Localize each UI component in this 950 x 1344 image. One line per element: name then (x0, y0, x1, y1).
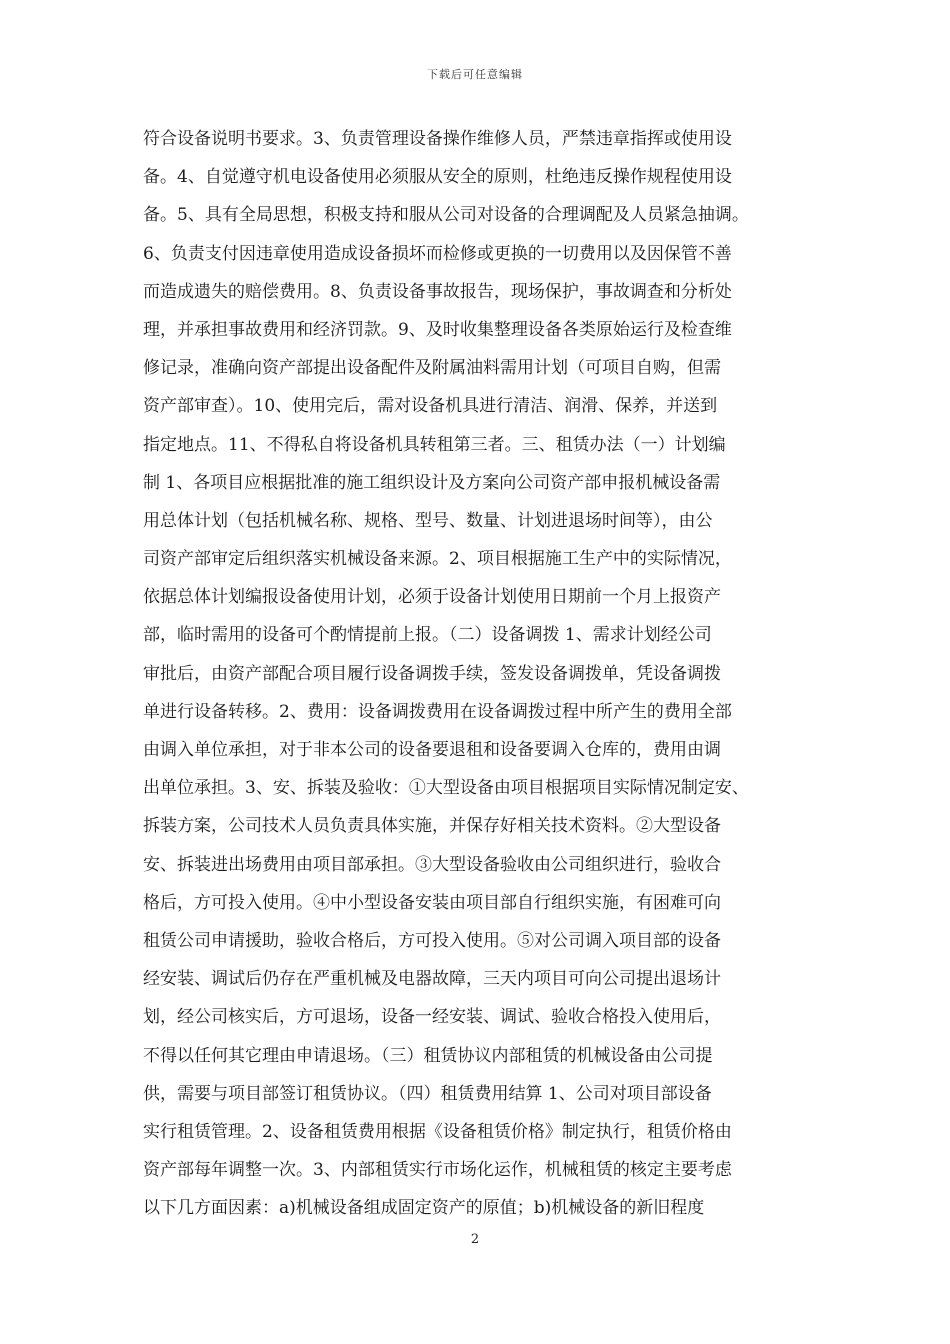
body-line: 制 1、各项目应根据批准的施工组织设计及方案向公司资产部申报机械设备需 (143, 472, 721, 493)
body-line: 审批后，由资产部配合项目履行设备调拨手续，签发设备调拨单，凭设备调拨 (143, 663, 721, 684)
body-line: 指定地点。11、不得私自将设备机具转租第三者。三、租赁办法（一）计划编 (143, 434, 726, 455)
body-line: 经安装、调试后仍存在严重机械及电器故障，三天内项目可向公司提出退场计 (143, 969, 721, 990)
body-line: 6、负责支付因违章使用造成设备损坏而检修或更换的一切费用以及因保管不善 (143, 243, 732, 264)
body-line: 单进行设备转移。2、费用：设备调拨费用在设备调拨过程中所产生的费用全部 (143, 701, 732, 722)
body-line: 备。5、具有全局思想，积极支持和服从公司对设备的合理调配及人员紧急抽调。 (143, 205, 749, 226)
body-line: 划，经公司核实后，方可退场，设备一经安装、调试、验收合格投入使用后， (143, 1007, 721, 1028)
body-line: 以下几方面因素：a)机械设备组成固定资产的原值；b)机械设备的新旧程度 (143, 1198, 705, 1219)
body-line: 供，需要与项目部签订租赁协议。（四）租赁费用结算 1、公司对项目部设备 (143, 1083, 712, 1104)
body-line: 由调入单位承担，对于非本公司的设备要退租和设备要调入仓库的，费用由调 (143, 740, 721, 760)
body-line: 修记录，准确向资产部提出设备配件及附属油料需用计划（可项目自购，但需 (143, 358, 721, 379)
body-line: 拆装方案，公司技术人员负责具体实施，并保存好相关技术资料。②大型设备 (143, 816, 721, 837)
body-line: 资产部每年调整一次。3、内部租赁实行市场化运作，机械租赁的核定主要考虑 (143, 1160, 732, 1181)
body-line: 用总体计划（包括机械名称、规格、型号、数量、计划进退场时间等），由公 (143, 510, 713, 531)
body-line: 依据总体计划编报设备使用计划，必须于设备计划使用日期前一个月上报资产 (143, 587, 721, 608)
page-number: 2 (470, 1232, 480, 1247)
body-line: 理，并承担事故费用和经济罚款。9、及时收集整理设备各类原始运行及检查维 (143, 319, 732, 340)
body-line: 资产部审查）。10、使用完后，需对设备机具进行清洁、润滑、保养，并送到 (143, 396, 718, 417)
body-line: 实行租赁管理。2、设备租赁费用根据《设备租赁价格》制定执行，租赁价格由 (143, 1121, 732, 1142)
body-line: 安、拆装进出场费用由项目部承担。③大型设备验收由公司组织进行，验收合 (143, 854, 721, 875)
document-body (143, 120, 811, 1227)
body-line: 备。4、自觉遵守机电设备使用必须服从安全的原则，杜绝违反操作规程使用设 (143, 167, 732, 188)
body-line: 部，临时需用的设备可个酌情提前上报。（二）设备调拨 1、需求计划经公司 (143, 625, 712, 646)
body-line: 不得以任何其它理由申请退场。（三）租赁协议内部租赁的机械设备由公司提 (143, 1045, 713, 1066)
body-line: 租赁公司申请援助，验收合格后，方可投入使用。⑤对公司调入项目部的设备 (143, 930, 721, 951)
body-line: 出单位承担。3、安、拆装及验收：①大型设备由项目根据项目实际情况制定安、 (143, 778, 749, 799)
body-line: 格后，方可投入使用。④中小型设备安装由项目部自行组织实施，有困难可向 (143, 892, 721, 913)
body-line: 司资产部审定后组织落实机械设备来源。2、项目根据施工生产中的实际情况， (143, 549, 732, 570)
body-line: 符合设备说明书要求。3、负责管理设备操作维修人员，严禁违章指挥或使用设 (143, 129, 732, 149)
header-note: 下载后可任意编辑 (427, 68, 523, 81)
body-line: 而造成遗失的赔偿费用。8、负责设备事故报告，现场保护，事故调查和分析处 (143, 281, 732, 302)
